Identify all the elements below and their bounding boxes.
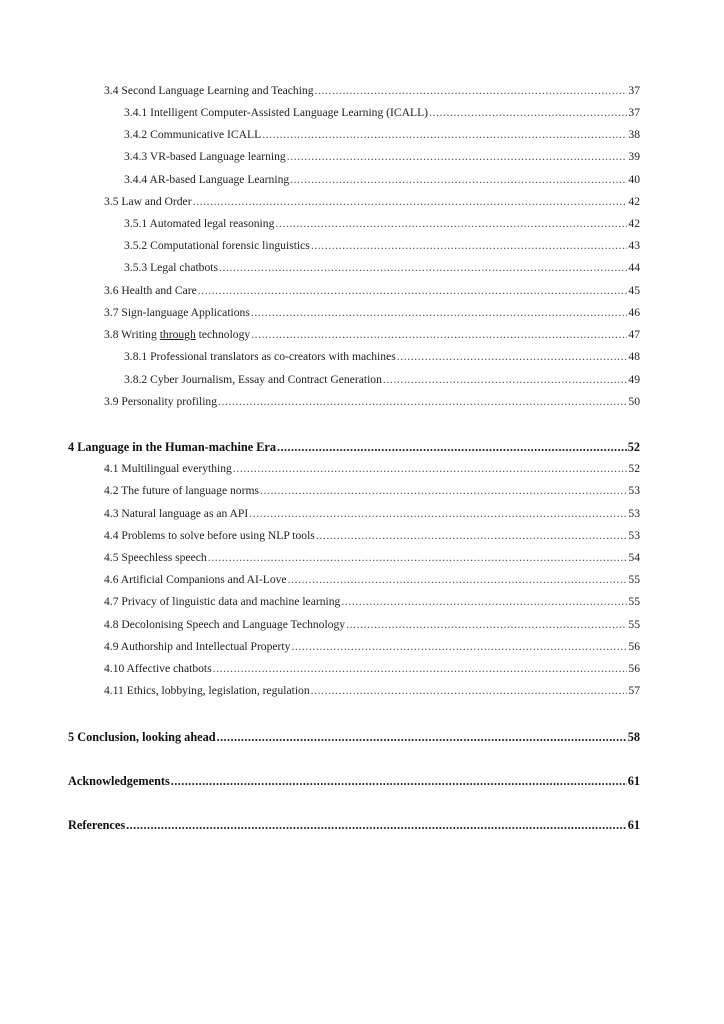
toc-leader-dots: [341, 594, 627, 610]
toc-entry-page: 57: [628, 684, 640, 697]
toc-entry-4-3[interactable]: [104, 506, 640, 522]
toc-entry-title: 4.11 Ethics, lobbying, legislation, regulation: [104, 684, 310, 697]
toc-entry-4-7[interactable]: [104, 594, 640, 610]
toc-entry-page: 45: [628, 284, 640, 297]
toc-leader-dots: [397, 349, 628, 365]
toc-entry-page: 55: [628, 618, 640, 631]
toc-entry-title: 3.5.1 Automated legal reasoning: [124, 217, 275, 230]
toc-leader-dots: [208, 550, 628, 566]
toc-entry-chapter-4[interactable]: [68, 439, 640, 455]
toc-entry-page: 42: [628, 217, 640, 230]
toc-leader-dots: [316, 528, 628, 544]
toc-entry-title: 3.4.3 VR-based Language learning: [124, 150, 286, 163]
toc-entry-4-1[interactable]: [104, 461, 640, 477]
toc-leader-dots: [288, 572, 628, 588]
toc-entry-page: 53: [628, 507, 640, 520]
toc-entry-page: 54: [628, 551, 640, 564]
toc-entry-page: 58: [627, 730, 640, 744]
toc-entry-title: 3.4.1 Intelligent Computer-Assisted Language Learning (ICALL): [124, 106, 429, 119]
toc-entry-4-4[interactable]: [104, 528, 640, 544]
toc-entry-title: [104, 327, 250, 343]
toc-entry-page: 37: [628, 106, 640, 119]
toc-entry-3-9[interactable]: [104, 394, 640, 410]
toc-entry-title-underlined: through: [159, 328, 196, 341]
toc-leader-dots: [233, 461, 628, 477]
toc-entry-4-5[interactable]: [104, 550, 640, 566]
toc-entry-page: 42: [628, 195, 640, 208]
toc-entry-title: 4.5 Speechless speech: [104, 551, 207, 564]
toc-entry-3-5[interactable]: [104, 194, 640, 210]
toc-leader-dots: [311, 238, 628, 254]
toc-entry-4-8[interactable]: [104, 617, 640, 633]
toc-entry-title: 4.2 The future of language norms: [104, 484, 259, 497]
toc-leader-dots: [171, 773, 627, 789]
toc-leader-dots: [290, 172, 627, 188]
toc-leader-dots: [193, 194, 628, 210]
toc-entry-acknowledgements[interactable]: [68, 773, 640, 789]
toc-entry-page: 52: [628, 462, 640, 475]
toc-entry-page: 53: [628, 529, 640, 542]
toc-entry-title: 4.10 Affective chatbots: [104, 662, 212, 675]
toc-entry-3-4[interactable]: [104, 83, 640, 99]
toc-leader-dots: [213, 661, 628, 677]
toc-entry-title: 4.3 Natural language as an API: [104, 507, 249, 520]
toc-entry-title: 4.7 Privacy of linguistic data and machine learning: [104, 595, 341, 608]
toc-leader-dots: [217, 729, 627, 745]
toc-entry-title: 3.5.2 Computational forensic linguistics: [124, 239, 310, 252]
toc-entry-title: 4 Language in the Human-machine Era: [68, 440, 277, 454]
toc-leader-dots: [249, 506, 627, 522]
toc-leader-dots: [346, 617, 627, 633]
toc-leader-dots: [311, 683, 628, 699]
toc-entry-3-5-2[interactable]: [124, 238, 640, 254]
toc-entry-page: 38: [628, 128, 640, 141]
toc-leader-dots: [262, 127, 627, 143]
toc-entry-references[interactable]: [68, 817, 640, 833]
toc-entry-title: 4.8 Decolonising Speech and Language Technology: [104, 618, 346, 631]
toc-entry-page: 53: [628, 484, 640, 497]
toc-entry-3-8-2[interactable]: [124, 372, 640, 388]
toc-entry-page: 37: [628, 84, 640, 97]
toc-entry-title-suffix: technology: [195, 328, 251, 341]
toc-entry-page: 39: [628, 150, 640, 163]
toc-entry-page: 49: [628, 373, 640, 386]
toc-entry-3-5-3[interactable]: [124, 260, 640, 276]
toc-entry-3-4-4[interactable]: [124, 172, 640, 188]
toc-leader-dots: [219, 260, 627, 276]
toc-entry-title: 3.5 Law and Order: [104, 195, 192, 208]
toc-entry-title: 3.9 Personality profiling: [104, 395, 218, 408]
toc-leader-dots: [429, 105, 627, 121]
toc-leader-dots: [251, 327, 627, 343]
toc-entry-page: 50: [628, 395, 640, 408]
toc-entry-title: References: [68, 818, 126, 832]
toc-entry-3-4-1[interactable]: [124, 105, 640, 121]
toc-entry-4-10[interactable]: [104, 661, 640, 677]
toc-entry-3-4-2[interactable]: [124, 127, 640, 143]
toc-entry-title: 5 Conclusion, looking ahead: [68, 730, 216, 744]
toc-entry-title-prefix: 3.8 Writing: [104, 328, 160, 341]
toc-entry-chapter-5[interactable]: [68, 729, 640, 745]
toc-leader-dots: [287, 149, 628, 165]
toc-entry-3-7[interactable]: [104, 305, 640, 321]
toc-entry-4-2[interactable]: [104, 483, 640, 499]
toc-entry-title: 4.4 Problems to solve before using NLP tools: [104, 529, 315, 542]
toc-entry-page: 46: [628, 306, 640, 319]
toc-entry-4-6[interactable]: [104, 572, 640, 588]
toc-entry-title: 3.4.2 Communicative ICALL: [124, 128, 262, 141]
toc-entry-title: 4.1 Multilingual everything: [104, 462, 232, 475]
toc-leader-dots: [198, 283, 628, 299]
toc-leader-dots: [315, 83, 628, 99]
toc-entry-title: Acknowledgements: [68, 774, 170, 788]
toc-leader-dots: [260, 483, 627, 499]
toc-entry-title: 3.6 Health and Care: [104, 284, 197, 297]
toc-leader-dots: [291, 639, 627, 655]
toc-entry-page: 56: [628, 640, 640, 653]
toc-leader-dots: [126, 817, 627, 833]
toc-entry-title: 3.7 Sign-language Applications: [104, 306, 250, 319]
toc-entry-title: 3.4.4 AR-based Language Learning: [124, 173, 290, 186]
toc-entry-3-5-1[interactable]: [124, 216, 640, 232]
toc-entry-page: 52: [627, 440, 640, 454]
toc-entry-title: 3.8.2 Cyber Journalism, Essay and Contract Generation: [124, 373, 382, 386]
toc-entry-3-8-1[interactable]: [124, 349, 640, 365]
toc-entry-4-9[interactable]: [104, 639, 640, 655]
toc-leader-dots: [275, 216, 627, 232]
toc-entry-title: 3.8.1 Professional translators as co-creators with machines: [124, 350, 396, 363]
toc-leader-dots: [218, 394, 627, 410]
toc-entry-title: 4.6 Artificial Companions and AI-Love: [104, 573, 287, 586]
toc-entry-page: 47: [628, 328, 640, 341]
toc-entry-title: 3.5.3 Legal chatbots: [124, 261, 219, 274]
toc-entry-page: 61: [627, 818, 640, 832]
toc-entry-page: 56: [628, 662, 640, 675]
toc-leader-dots: [277, 439, 627, 455]
toc-leader-dots: [251, 305, 628, 321]
toc-entry-page: 55: [628, 595, 640, 608]
toc-entry-3-6[interactable]: [104, 283, 640, 299]
toc-entry-page: 55: [628, 573, 640, 586]
toc-entry-page: 43: [628, 239, 640, 252]
toc-entry-3-8[interactable]: [104, 327, 640, 343]
toc-entry-page: 40: [628, 173, 640, 186]
toc-entry-4-11[interactable]: [104, 683, 640, 699]
toc-entry-title: 3.4 Second Language Learning and Teaching: [104, 84, 314, 97]
toc-entry-title: 4.9 Authorship and Intellectual Property: [104, 640, 291, 653]
toc-entry-page: 44: [628, 261, 640, 274]
toc-entry-page: 61: [627, 774, 640, 788]
toc-entry-page: 48: [628, 350, 640, 363]
toc-entry-3-4-3[interactable]: [124, 149, 640, 165]
toc-leader-dots: [383, 372, 628, 388]
